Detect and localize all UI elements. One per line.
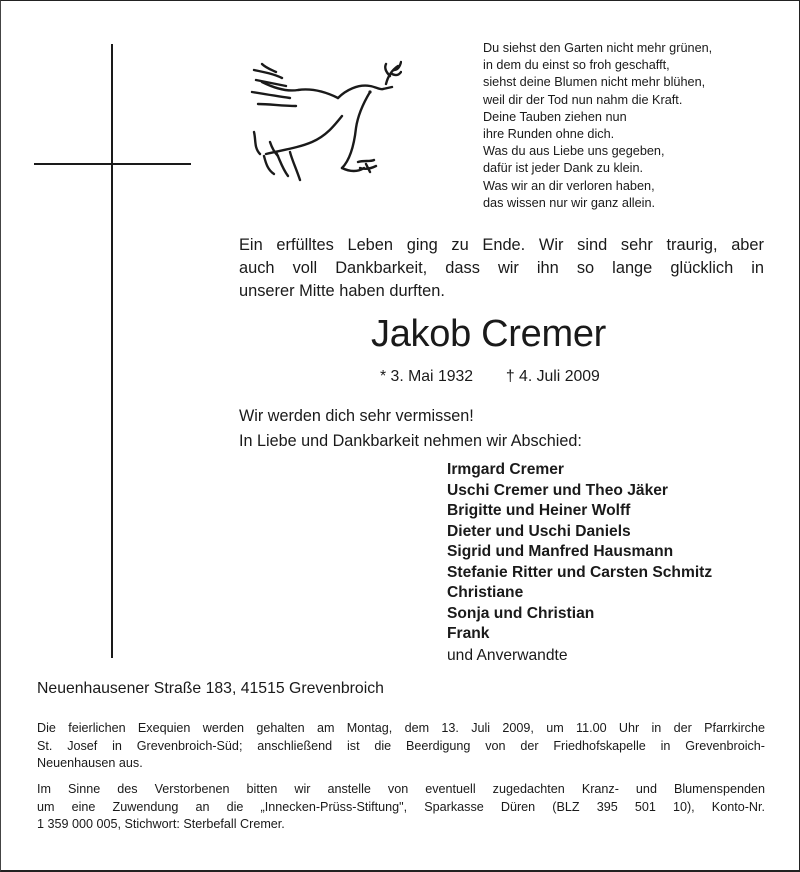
- farewell-text: [239, 404, 582, 453]
- notice-line: St. Josef in Grevenbroich-Süd; anschließend ist die Beerdigung von der Friedhofskapelle in Grevenbroich-: [37, 738, 765, 753]
- poem-line: siehst deine Blumen nicht mehr blühen,: [483, 75, 706, 90]
- death-date: † 4. Juli 2009: [505, 368, 600, 385]
- poem-line: weil dir der Tod nun nahm die Kraft.: [483, 92, 683, 107]
- cross-horizontal-bar: [34, 163, 191, 165]
- poem-line: dafür ist jeder Dank zu klein.: [483, 161, 644, 176]
- poem-line: Du siehst den Garten nicht mehr grünen,: [483, 41, 713, 55]
- notice-line: Im Sinne des Verstorbenen bitten wir anstelle von eventuell zugedachten Kranz- und Blumenspenden: [37, 782, 765, 796]
- dove-icon: [246, 56, 402, 186]
- poem-line: ihre Runden ohne dich.: [483, 127, 615, 142]
- birth-date: * 3. Mai 1932: [380, 368, 474, 385]
- life-dates: [380, 367, 600, 387]
- mourner-name: Uschi Cremer und Theo Jäker: [447, 481, 668, 499]
- donation-notice: [37, 781, 765, 834]
- poem: [483, 40, 783, 212]
- poem-line: Was wir an dir verloren haben,: [483, 178, 655, 193]
- notice-line: Neuenhausen aus.: [37, 756, 143, 771]
- mourner-name: Frank: [447, 625, 490, 642]
- mourner-name: Dieter und Uschi Daniels: [447, 522, 631, 540]
- notice-line: 1 359 000 005, Stichwort: Sterbefall Cremer.: [37, 817, 285, 832]
- intro-line: auch voll Dankbarkeit, dass wir ihn so lange glücklich in: [239, 258, 764, 277]
- deceased-name: Jakob Cremer: [371, 313, 607, 355]
- mourner-name: Sigrid und Manfred Hausmann: [447, 543, 674, 560]
- poem-line: in dem du einst so froh geschafft,: [483, 58, 670, 73]
- farewell-line: In Liebe und Dankbarkeit nehmen wir Abschied:: [239, 431, 582, 450]
- funeral-notice: [37, 720, 765, 773]
- intro-line: Ein erfülltes Leben ging zu Ende. Wir sind sehr traurig, aber: [239, 236, 764, 254]
- mourner-name: Brigitte und Heiner Wolff: [447, 502, 631, 519]
- mourner-name: Christiane: [447, 584, 524, 601]
- address: Neuenhausener Straße 183, 41515 Grevenbroich: [37, 680, 384, 697]
- mourner-name: Stefanie Ritter und Carsten Schmitz: [447, 563, 713, 581]
- mourners-list: [447, 460, 712, 666]
- mourner-name: Irmgard Cremer: [447, 461, 564, 478]
- notice-line: Die feierlichen Exequien werden gehalten am Montag, dem 13. Juli 2009, um 11.00 Uhr in der Pfarrkirche: [37, 721, 765, 735]
- cross-vertical-bar: [111, 44, 113, 658]
- intro-line: unserer Mitte haben durften.: [239, 281, 445, 300]
- poem-line: das wissen nur wir ganz allein.: [483, 195, 656, 210]
- intro-text: [239, 234, 764, 302]
- notice-line: um eine Zuwendung an die „Innecken-Prüss-Stiftung", Sparkasse Düren (BLZ 395 501 10), Konto-Nr.: [37, 799, 765, 814]
- relatives-note: und Anverwandte: [447, 646, 568, 664]
- poem-line: Deine Tauben ziehen nun: [483, 109, 627, 124]
- poem-line: Was du aus Liebe uns gegeben,: [483, 144, 665, 159]
- mourner-name: Sonja und Christian: [447, 604, 595, 622]
- farewell-line: Wir werden dich sehr vermissen!: [239, 407, 474, 425]
